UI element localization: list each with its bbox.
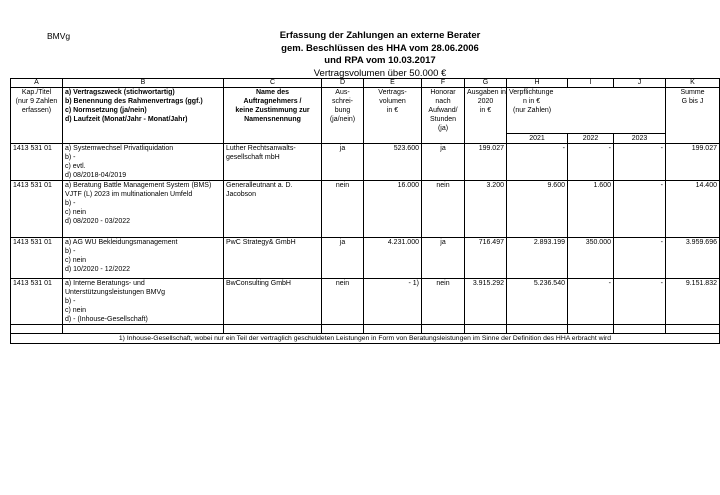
cell-ausgaben-2020: 199.027: [465, 143, 507, 180]
cell-kap-titel: 1413 531 01: [11, 180, 63, 237]
table-row: [11, 180, 720, 237]
col-letter-f: F: [422, 79, 465, 88]
cell-ausschreibung: ja: [322, 237, 364, 278]
title-line-2: gem. Beschlüssen des HHA vom 28.06.2006: [281, 42, 479, 54]
header-vertragszweck: a) Vertragszweck (stichwortartig) b) Benennung des Rahmenvertrags (ggf.) c) Normsetzung (ja/nein) d) Laufzeit (Monat/Jahr - Monat/Jahr): [63, 88, 224, 134]
cell-vertragsvolumen: 4.231.000: [364, 237, 422, 278]
cell-kap-titel: 1413 531 01: [11, 278, 63, 324]
cell-2022: -: [568, 143, 614, 180]
cell-vertragszweck: a) Interne Beratungs- und Unterstützungsleistungen BMVg b) - c) nein d) - (Inhouse-Gesellschaft): [63, 278, 224, 324]
header-summe: Summe G bis J: [666, 88, 720, 134]
col-letter-h: H: [507, 79, 568, 88]
col-letter-e: E: [364, 79, 422, 88]
col-letter-c: C: [224, 79, 322, 88]
cell-2023: -: [614, 180, 666, 237]
title-line-3: und RPA vom 10.03.2017: [324, 55, 436, 67]
cell-ausschreibung: nein: [322, 278, 364, 324]
col-letter-d: D: [322, 79, 364, 88]
year-header-row: [11, 133, 720, 143]
cell-ausschreibung: ja: [322, 143, 364, 180]
payments-table: [10, 78, 720, 344]
cell-2022: -: [568, 278, 614, 324]
cell-vertragszweck: a) Systemwechsel Privatliquidation b) - c) evtl. d) 08/2018-04/2019: [63, 143, 224, 180]
cell-ausgaben-2020: 3.200: [465, 180, 507, 237]
year-2021: 2021: [507, 133, 568, 143]
cell-kap-titel: 1413 531 01: [11, 143, 63, 180]
footnote-row: [11, 333, 720, 343]
cell-2021: 5.236.540: [507, 278, 568, 324]
cell-honorar: ja: [422, 237, 465, 278]
cell-auftragnehmer: Generalleutnant a. D. Jacobson: [224, 180, 322, 237]
col-letter-g: G: [465, 79, 507, 88]
cell-2021: -: [507, 143, 568, 180]
header-ausgaben-2020: Ausgaben in 2020 in €: [465, 88, 507, 134]
cell-ausschreibung: nein: [322, 180, 364, 237]
cell-vertragszweck: a) AG WU Bekleidungsmanagement b) - c) nein d) 10/2020 - 12/2022: [63, 237, 224, 278]
ministry-label: BMVg: [47, 31, 71, 41]
year-2023: 2023: [614, 133, 666, 143]
header-row: [11, 88, 720, 134]
table-row: [11, 278, 720, 324]
cell-vertragsvolumen: - 1): [364, 278, 422, 324]
title-subtitle: Vertragsvolumen über 50.000 €: [313, 67, 447, 79]
cell-ausgaben-2020: 3.915.292: [465, 278, 507, 324]
cell-honorar: nein: [422, 180, 465, 237]
empty-row: [11, 324, 720, 333]
cell-2021: 2.893.199: [507, 237, 568, 278]
col-letter-k: K: [666, 79, 720, 88]
cell-summe: 14.400: [666, 180, 720, 237]
cell-2022: 350.000: [568, 237, 614, 278]
title-line-1: Erfassung der Zahlungen an externe Berater: [279, 30, 481, 41]
cell-honorar: ja: [422, 143, 465, 180]
cell-2023: -: [614, 143, 666, 180]
cell-summe: 9.151.832: [666, 278, 720, 324]
col-letter-b: B: [63, 79, 224, 88]
header-honorar: Honorar nach Aufwand/ Stunden (ja): [422, 88, 465, 134]
col-letter-j: J: [614, 79, 666, 88]
cell-vertragsvolumen: 523.600: [364, 143, 422, 180]
cell-kap-titel: 1413 531 01: [11, 237, 63, 278]
column-letter-row: [11, 79, 720, 88]
header-vertragsvolumen: Vertrags- volumen in €: [364, 88, 422, 134]
header-kap-titel: Kap./Titel (nur 9 Zahlen erfassen): [11, 88, 63, 134]
cell-summe: 199.027: [666, 143, 720, 180]
cell-vertragsvolumen: 16.000: [364, 180, 422, 237]
table-row: [11, 237, 720, 278]
col-letter-i: I: [568, 79, 614, 88]
table-row: [11, 143, 720, 180]
header-auftragnehmer: Name des Auftragnehmers / keine Zustimmung zur Namensnennung: [224, 88, 322, 134]
document-title: [150, 30, 610, 80]
cell-auftragnehmer: Luther Rechtsanwalts- gesellschaft mbH: [224, 143, 322, 180]
cell-vertragszweck: a) Beratung Battle Management System (BMS) VJTF (L) 2023 im multinationalen Umfeld b) - c) nein d) 08/2020 - 03/2022: [63, 180, 224, 237]
cell-2022: 1.600: [568, 180, 614, 237]
cell-2023: -: [614, 278, 666, 324]
cell-2021: 9.600: [507, 180, 568, 237]
cell-honorar: nein: [422, 278, 465, 324]
cell-auftragnehmer: PwC Strategy& GmbH: [224, 237, 322, 278]
year-2022: 2022: [568, 133, 614, 143]
cell-2023: -: [614, 237, 666, 278]
header-verpflichtungen: Verpflichtunge n in € (nur Zahlen): [507, 88, 666, 134]
footnote: 1) Inhouse-Gesellschaft, wobei nur ein Teil der vertraglich geschuldeten Leistungen in Form von Beratungsleistungen im Sinne der Definition des HHA erbracht wird: [11, 333, 720, 343]
header-ausschreibung: Aus- schrei- bung (ja/nein): [322, 88, 364, 134]
cell-ausgaben-2020: 716.497: [465, 237, 507, 278]
col-letter-a: A: [11, 79, 63, 88]
cell-summe: 3.959.696: [666, 237, 720, 278]
cell-auftragnehmer: BwConsulting GmbH: [224, 278, 322, 324]
